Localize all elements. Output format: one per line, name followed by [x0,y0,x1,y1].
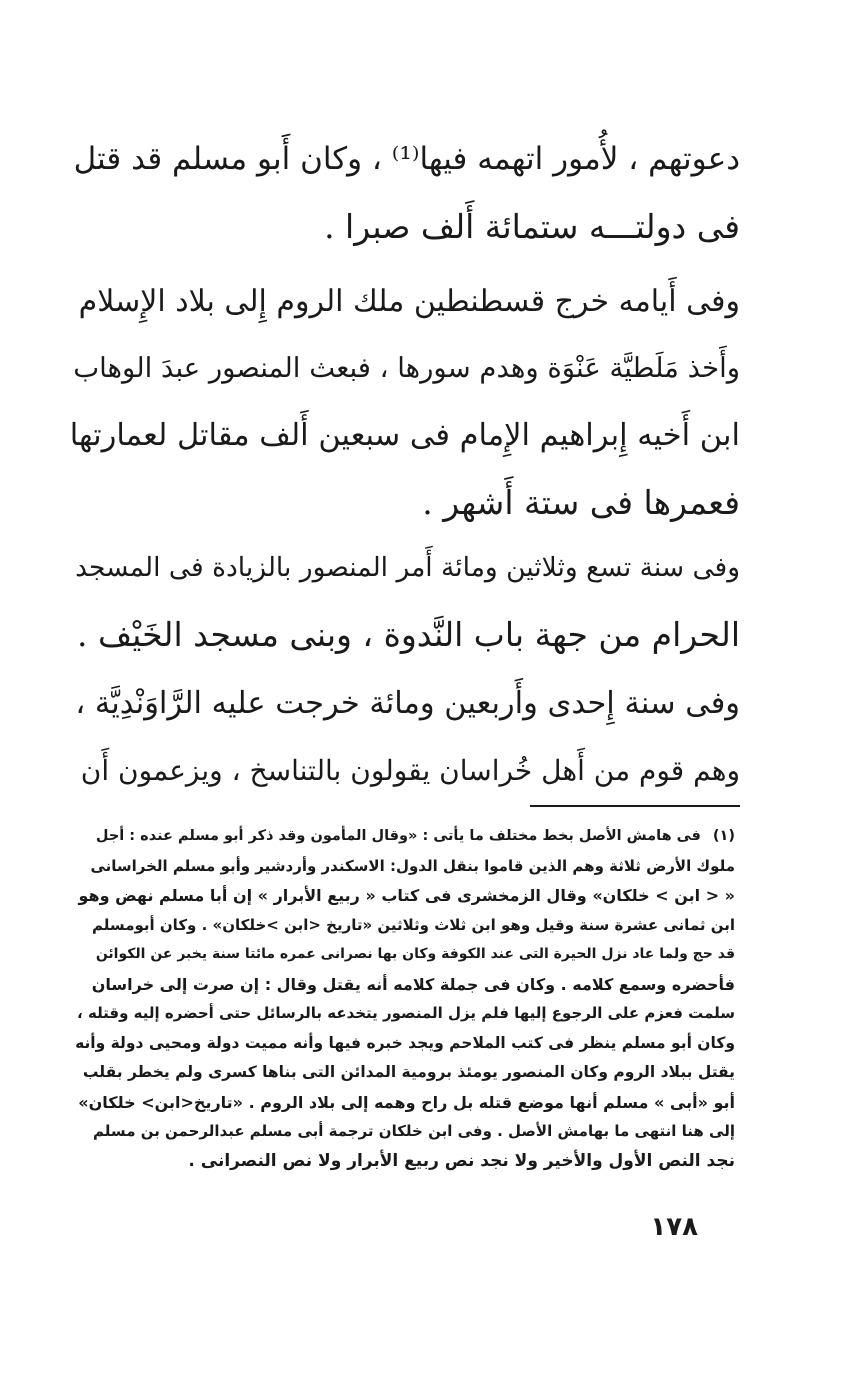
paragraph-line: وفى أَيامه خرج قسطنطين ملك الروم إِلى بلاد الإِسلام [78,284,740,319]
footnote-marker: (١) [712,828,735,844]
footnote-line: ابن ثمانى عشرة سنة وقيل وهو ابن ثلاث وثلاثين «تاريخ <ابن >خلكان» . وكان أبومسلم [92,915,735,934]
footnote-line: إلى هنا انتهى ما بهامش الأصل . وفى ابن خلكان ترجمة أبى مسلم عبدالرحمن بن مسلم [93,1122,735,1140]
paragraph-2 [70,268,740,536]
footnote-divider [530,805,740,807]
paragraph-4 [70,670,740,804]
footnote-line: يقتل ببلاد الروم وكان المنصور يومئذ برومية المدائن التى بناها كسرى ولم يخطر بقلب [82,1063,735,1081]
footnote-line: أبو «أبى » مسلم أنها موضع قتله بل راح وهمه إلى بلاد الروم . «تاريخ<ابن> خلكان» [78,1092,735,1112]
footnote-line: قد حج ولما عاد نزل الحيرة التى عند الكوفة وكان بها نصرانى عمره مائتا سنة يخبر عن الكوائن [95,946,735,962]
paragraph-line: ابن أَخيه إِبراهيم الإِمام فى سبعين أَلف مقاتل لعمارتها [69,418,740,453]
footnote-line: نجد النص الأول والأخير ولا نجد نص ربيع الأبرار ولا نص النصرانى . [188,1150,735,1171]
footnote-line: سلمت فعزم على الرجوع إليها فلم يزل المنصور يتخدعه بالرسائل حتى أحضره إليه وقتله ، [77,1004,735,1022]
footnote-line: « < ابن > خلكان» وقال الزمخشرى فى كتاب « ربيع الأبرار » إن أبا مسلم نهض وهو [78,886,735,905]
footnote-line: وكان أبو مسلم ينظر فى كتب الملاحم ويجد خبره فيها وأنه مميت دولة ومحيى دولة وأنه [75,1033,735,1052]
footnote [75,822,735,1176]
paragraph-3 [70,534,740,668]
paragraph-line: دعوتهم ، لأُمور اتهمه فيها⁽¹⁾ ، وكان أَبو مسلم قد قتل [73,141,740,177]
footnote-line: ملوك الأرض ثلاثة وهم الذين قاموا بنقل الدول: الاسكندر وأردشير وأبو مسلم الخراسانى [90,856,735,875]
page-number: ١٧٨ [650,1212,698,1242]
paragraph-line: وهم قوم من أَهل خُراسان يقولون بالتناسخ ، ويزعمون أَن [80,754,740,787]
paragraph-line: وفى سنة إِحدى وأَربعين ومائة خرجت عليه الرَّاوَنْدِيَّة ، [75,686,740,721]
footnote-first-line [75,822,735,852]
paragraph-line: وأَخذ مَلَطيَّة عَنْوَة وهدم سورها ، فبعث المنصور عبدَ الوهاب [73,352,740,384]
paragraph-line: الحرام من جهة باب النَّدوة ، وبنى مسجد الخَيْف . [77,615,740,654]
footnote-line: فأحضره وسمع كلامه . وكان فى جملة كلامه أنه يقتل وقال : إن صرت إلى خراسان [91,974,735,994]
paragraph-line: فى دولتـــه ستمائة أَلف صبرا . [324,207,740,246]
footnote-line: فى هامش الأصل بخط مختلف ما يأتى : «وقال المأمون وقد ذكر أبو مسلم عنده : أجل [95,828,701,844]
paragraph-line: وفى سنة تسع وثلاثين ومائة أَمر المنصور بالزيادة فى المسجد [75,552,740,583]
paragraph-line: فعمرها فى ستة أَشهر . [422,483,740,522]
paragraph-1 [70,126,740,260]
